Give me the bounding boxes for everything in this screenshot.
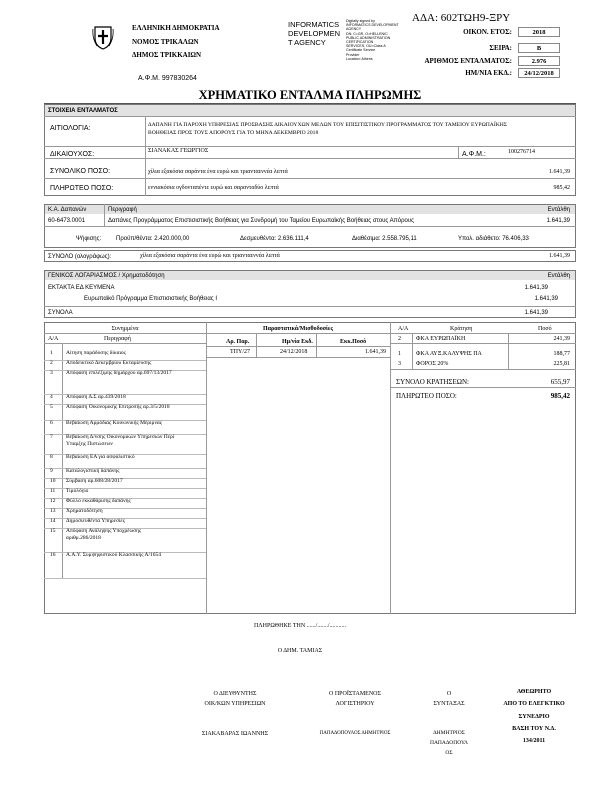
treasurer-title: Ο ΔΗΜ. ΤΑΜΙΑΣ bbox=[277, 648, 323, 654]
sig4-sub1: ΑΠΟ ΤΟ ΕΛΕΓΚΤΙΚΟ bbox=[503, 701, 565, 707]
issuer-line2: ΝΟΜΟΣ ΤΡΙΚΑΛΩΝ bbox=[132, 38, 199, 46]
payable-label: ΠΛΗΡΩΤΕΟ ΠΟΣΟ: bbox=[50, 185, 114, 192]
attachment-row bbox=[44, 370, 206, 394]
expense-col-desc: Περιγραφή bbox=[108, 207, 137, 213]
attachment-row bbox=[44, 508, 206, 518]
attachment-row bbox=[44, 360, 206, 370]
stamp-detail: Location: Athens bbox=[346, 56, 373, 61]
attachment-row bbox=[44, 434, 206, 454]
vouchers-col-amount: Εκκ.Ποσό bbox=[340, 339, 367, 345]
stamp-detail: Provider bbox=[346, 52, 360, 57]
attachment-desc: Δημοσιευθέντα Υπηρεσίες bbox=[66, 518, 125, 524]
ledger-header: ΓΕΝΙΚΟΣ ΛΟΓΑΡΙΑΣΜΟΣ / Χρηματοδότηση bbox=[48, 273, 165, 279]
deductions-payable-value: 985,42 bbox=[550, 392, 570, 400]
ada-code: ΑΔΑ: 602ΤΩΗ9-ΞΡΥ bbox=[412, 12, 511, 24]
attachment-num: 10 bbox=[50, 478, 56, 484]
attachment-row bbox=[44, 454, 206, 468]
stamp-details bbox=[346, 19, 399, 61]
afm-label: Α.Φ.Μ.: bbox=[462, 151, 486, 158]
attachment-num: 9 bbox=[50, 468, 53, 474]
sig4-sub2: ΣΥΝΕΔΡΙΟ bbox=[518, 714, 550, 720]
order-section bbox=[44, 104, 576, 196]
sig3-sub: ΣΥΝΤΑΞΑΣ bbox=[433, 701, 465, 707]
total-label: ΣΥΝΟΛΙΚΟ ΠΟΣΟ: bbox=[50, 168, 111, 175]
sig1-sub: ΟΙΚ/ΚΩΝ ΥΠΗΡΕΣΙΩΝ bbox=[204, 701, 266, 707]
page-title: ΧΡΗΜΑΤΙΚΟ ΕΝΤΑΛΜΑ ΠΛΗΡΩΜΗΣ bbox=[198, 88, 422, 102]
expense-sum-row bbox=[44, 250, 576, 262]
attachment-num: 8 bbox=[50, 454, 53, 460]
beneficiary-label: ΔΙΚΑΙΟΥΧΟΣ: bbox=[50, 151, 95, 158]
deduction-desc: ΦΚΑ ΕΥΡΩΠΑΪΚΗ bbox=[416, 336, 466, 342]
stamp-detail: PUBLIC ADMINISTRATION bbox=[346, 35, 391, 40]
attachment-desc: Αίτηση παράδοσης δίκαιος bbox=[66, 350, 126, 356]
expense-sum-value: 1.641,39 bbox=[549, 253, 570, 259]
attachment-row bbox=[44, 528, 206, 552]
sig2-title: Ο ΠΡΟΪΣΤΑΜΕΝΟΣ bbox=[328, 691, 381, 697]
series-value: Β bbox=[518, 43, 560, 53]
sig2-name: ΠΑΠΑΔΟΠΟΥΛΟΣ ΔΗΜΗΤΡΙΟΣ bbox=[319, 731, 391, 736]
date-label: ΗΜ/ΝΙΑ ΕΚΔ.: bbox=[465, 69, 512, 77]
ledger-row2-label: Ευρωπαϊκό Πρόγραμμα Επιστισιστικής Βοήθειας I bbox=[84, 296, 218, 302]
year-label: ΟΙΚΟΝ. ΕΤΟΣ: bbox=[463, 28, 512, 36]
payable-words: εννιακόσια ογδονταπέντε ευρώ και σαρανταδύο λεπτά bbox=[148, 185, 279, 191]
attachment-num: 14 bbox=[50, 518, 56, 524]
deductions-total-label: ΣΥΝΟΛΟ ΚΡΑΤΗΣΕΩΝ: bbox=[396, 378, 469, 386]
attachment-row bbox=[44, 518, 206, 528]
deduction-desc: ΦΚΑ ΑΥΞ.ΚΑΛΥΨΗΣ ΠΑ bbox=[416, 351, 482, 357]
total-value: 1.641,39 bbox=[549, 169, 570, 175]
attachment-num: 5 bbox=[50, 404, 53, 410]
attachment-desc: Βεβαίωση ΕΑ για ασφαλιστικό bbox=[66, 454, 135, 460]
attachment-desc: Φύλλο εκκαθάρισης δαπάνης bbox=[66, 498, 131, 504]
vouchers-col-no: Αρ. Παρ. bbox=[226, 339, 250, 345]
attachment-row bbox=[44, 478, 206, 488]
issuer-line3: ΔΗΜΟΣ ΤΡΙΚΚΑΙΩΝ bbox=[132, 51, 202, 59]
deduction-desc: ΦΟΡΟΣ 20% bbox=[416, 361, 449, 367]
attachment-row bbox=[44, 350, 206, 360]
deductions-total-value: 655,97 bbox=[550, 378, 570, 386]
voted-value: Προϋπ/θέντα: 2.420.000,00 bbox=[116, 236, 190, 242]
attachment-desc: Απόφαση επιλέξιμης δημάρχου αρ.697/13/2017 bbox=[66, 370, 172, 376]
deduction-num: 3 bbox=[398, 361, 401, 367]
year-value: 2018 bbox=[518, 27, 560, 37]
issuer-afm: Α.Φ.Μ. 997830264 bbox=[138, 75, 197, 82]
attachment-row bbox=[44, 394, 206, 404]
number-label: ΑΡΙΘΜΟΣ ΕΝΤΑΛΜΑΤΟΣ: bbox=[424, 57, 512, 65]
order-section-title: ΣΤΟΙΧΕΙΑ ΕΝΤΑΛΜΑΤΟΣ bbox=[48, 108, 118, 114]
voucher-no: ΤΠΥ/27 bbox=[230, 349, 250, 355]
attachment-desc: Αποδεικτικό Δεκεμβρίου Εκταμίευσης bbox=[66, 360, 152, 366]
attachment-desc: Χρηματοδότηση bbox=[66, 508, 103, 514]
sig3-name1: ΔΗΜΗΤΡΙΟΣ bbox=[433, 730, 465, 736]
attachment-desc: Απόφαση Ανάληψης Υποχρέωσης αριθμ.286/2018 bbox=[66, 528, 142, 541]
vouchers-title: Παραστατικά/Μισθοδοσίες bbox=[262, 326, 333, 332]
attachment-num: 11 bbox=[50, 488, 56, 494]
stamp-line3: T AGENCY bbox=[288, 38, 326, 47]
voucher-amount: 1.641,39 bbox=[365, 349, 386, 355]
attachment-num: 16 bbox=[50, 552, 56, 558]
attachment-num: 6 bbox=[50, 420, 53, 426]
signature-stamp bbox=[288, 20, 340, 47]
number-value: 2.976 bbox=[518, 56, 560, 66]
stamp-line2: DEVELOPMEN bbox=[288, 29, 341, 38]
ledger-col-amount: Εντάλθη bbox=[547, 273, 570, 279]
sig4-sub4: 134/2011 bbox=[522, 738, 546, 744]
deductions-payable-label: ΠΛΗΡΩΤΕΟ ΠΟΣΟ: bbox=[396, 392, 457, 400]
sig3-name3: ΟΣ bbox=[445, 750, 453, 756]
expense-amount: 1.641,39 bbox=[546, 218, 570, 224]
attachment-num: 4 bbox=[50, 394, 53, 400]
attachment-desc: Τιμολόγιο bbox=[66, 488, 89, 494]
coat-of-arms-icon bbox=[92, 24, 114, 50]
paid-line: ΠΛΗΡΩΘΗΚΕ ΤΗΝ ....../......./........... bbox=[253, 623, 347, 629]
attachment-desc: Βεβαίωση Δ/νσης Οικονομικών Υπηρεσιών Περί Υπαρξης Πιστώσεων bbox=[66, 434, 175, 447]
reason-label: ΑΙΤΙΟΛΟΓΙΑ: bbox=[50, 125, 91, 132]
series-label: ΣΕΙΡΑ: bbox=[489, 44, 512, 52]
attachment-num: 13 bbox=[50, 508, 56, 514]
deduction-amount: 241,39 bbox=[553, 336, 570, 342]
attachment-row bbox=[44, 468, 206, 478]
attachment-num: 3 bbox=[50, 370, 53, 376]
sig3-name2: ΠΑΠΑΔΟΠΟΥΛ bbox=[429, 740, 469, 746]
attachments-col-desc: Περιγραφή bbox=[104, 336, 131, 342]
stamp-detail: AGENCY bbox=[346, 27, 362, 32]
attachment-desc: Βεβαίωση Αρμόδιας Κοινωνικής Μέριμνας bbox=[66, 420, 162, 426]
sig4-sub3: ΒΑΣΗ ΤΟΥ Ν.Δ. bbox=[512, 726, 556, 732]
sig4-title: ΑΘΕΩΡΗΤΟ bbox=[516, 689, 552, 695]
remaining-value: Υπολ. αδιάθετο: 76.406,33 bbox=[458, 236, 529, 242]
attachment-num: 15 bbox=[50, 528, 56, 534]
ledger-total-label: ΣΥΝΟΛΑ bbox=[48, 310, 73, 316]
attachment-row bbox=[44, 488, 206, 498]
attachments-title: Συνημμένα bbox=[111, 326, 139, 332]
sig2-sub: ΛΟΓΙΣΤΗΡΙΟΥ bbox=[335, 701, 375, 707]
deductions-col-amount: Ποσό bbox=[538, 326, 552, 332]
expense-col-amount: Εντάλθη bbox=[547, 207, 570, 213]
attachment-num: 7 bbox=[50, 434, 53, 440]
stamp-detail: INFORMATICS DEVELOPMENT bbox=[346, 23, 399, 28]
voted-label: Ψήφισης: bbox=[76, 236, 102, 242]
deduction-num: 2 bbox=[398, 336, 401, 342]
sig3-title: Ο bbox=[446, 691, 452, 697]
attachment-desc: Απόφαση Οικονομικής Επιτροπής αρ.3/5/2018 bbox=[66, 404, 170, 410]
expense-sum-words: χίλια εξακόσια σαράντα ένα ευρώ και τριανταεννέα λεπτά bbox=[140, 253, 280, 259]
expense-sum-label: ΣΥΝΟΛΟ (ολογράφως): bbox=[48, 254, 112, 260]
stamp-line1: INFORMATICS bbox=[288, 20, 340, 29]
attachment-row bbox=[44, 404, 206, 420]
deduction-num: 1 bbox=[398, 351, 401, 357]
attachment-num: 2 bbox=[50, 360, 53, 366]
attachment-row bbox=[44, 420, 206, 434]
committed-value: Δεσμευθέντα: 2.636.111,4 bbox=[240, 236, 309, 242]
attachment-row bbox=[44, 498, 206, 508]
attachment-num: 1 bbox=[50, 350, 53, 356]
payable-value: 985,42 bbox=[553, 185, 570, 191]
issuer-line1: ΕΛΛΗΝΙΚΗ ΔΗΜΟΚΡΑΤΙΑ bbox=[132, 24, 220, 32]
stamp-detail: Digitally signed by bbox=[346, 19, 375, 23]
sig1-name: ΣΙΑΚΑΒΑΡΑΣ ΙΩΑΝΝΗΣ bbox=[201, 731, 269, 737]
total-words: χίλια εξακόσια σαράντα ένα ευρώ και τριανταεννέα λεπτά bbox=[148, 169, 288, 175]
attachment-num: 12 bbox=[50, 498, 56, 504]
vouchers-col-date: Ημ/νία Εκδ. bbox=[282, 339, 313, 345]
deductions-col-desc: Κράτηση bbox=[450, 326, 473, 332]
afm-value: 100276714 bbox=[508, 149, 535, 155]
deduction-amount: 225,81 bbox=[553, 361, 570, 367]
expense-desc: Δαπάνες Προγράμματος Επιστισιστικής Βοήθειας για Συνδρομή του Ταμείου Ευρωπαϊκής Βοήθειας στους Απόρους bbox=[108, 218, 415, 224]
ledger-row2-value: 1.641,39 bbox=[534, 296, 558, 302]
deductions-col-num: Α/Α bbox=[398, 326, 409, 332]
attachment-row bbox=[44, 552, 206, 578]
expense-col-code: Κ.Α. Δαπανών bbox=[48, 207, 87, 213]
attachment-desc: Καταλογιστική δαπάνης bbox=[66, 468, 120, 474]
ledger-row1-value: 1.641,39 bbox=[524, 285, 548, 291]
stamp-detail: DN: C=GR, O=HELLENIC bbox=[346, 31, 388, 36]
attachment-desc: Απόφαση Δ.Σ αρ.439/2018 bbox=[66, 394, 126, 400]
ledger-row1-label: ΕΚΤΑΚΤΑ ΕΔ ΚΕΥΜΕΝΑ bbox=[48, 285, 115, 291]
date-value: 24/12/2018 bbox=[518, 68, 560, 78]
attachment-desc: Σύμβαση αρ.608/28/2017 bbox=[66, 478, 123, 484]
stamp-detail: SERVICES, OU=Class A bbox=[346, 44, 386, 49]
beneficiary-value: ΣΙΑΝΑΚΑΣ ΓΕΩΡΓΙΟΣ bbox=[148, 148, 209, 154]
voucher-date: 24/12/2018 bbox=[280, 349, 308, 355]
stamp-detail: CERTIFICATION bbox=[346, 40, 374, 45]
attachment-desc: Α.Α.Υ. Συμψηφιστικού Κλασσικής Α/1654 bbox=[66, 552, 162, 558]
available-value: Διαθέσιμα: 2.558.795,11 bbox=[352, 236, 417, 242]
attachments-col-num: Α/Α bbox=[48, 336, 59, 342]
ledger-total-value: 1.641,39 bbox=[524, 310, 548, 316]
reason-text: ΔΑΠΑΝΗ ΓΙΑ ΠΑΡΟΧΗ ΥΠΗΡΕΣΙΑΣ ΠΡΟΣΒΑΣΗΣ ΔΙΚΑΙΟΥΧΩΝ ΜΕΛΩΝ ΤΟΥ ΕΠΙΣΙΤΙΣΤΙΚΟΥ ΠΡΟΓΡΑΜΜΑΤΟΣ ΤΟΥ ΤΑΜΕΙΟΥ ΕΥΡΩΠΑΪΚΗΣ ΒΟΗΘΕΙΑΣ ΠΡΟΣ ΤΟΥΣ ΑΠΟΡΟΥΣ ΓΙΑ ΤΟ ΜΗΝΑ ΔΕΚΕΜΒΡΙΟ 2018 bbox=[148, 122, 508, 136]
sig1-title: Ο ΔΙΕΥΘΥΝΤΗΣ bbox=[213, 691, 257, 697]
deduction-amount: 188,77 bbox=[553, 351, 570, 357]
stamp-detail: Certificate Service bbox=[346, 48, 376, 53]
expense-code: 60-6473.0001 bbox=[48, 218, 86, 224]
